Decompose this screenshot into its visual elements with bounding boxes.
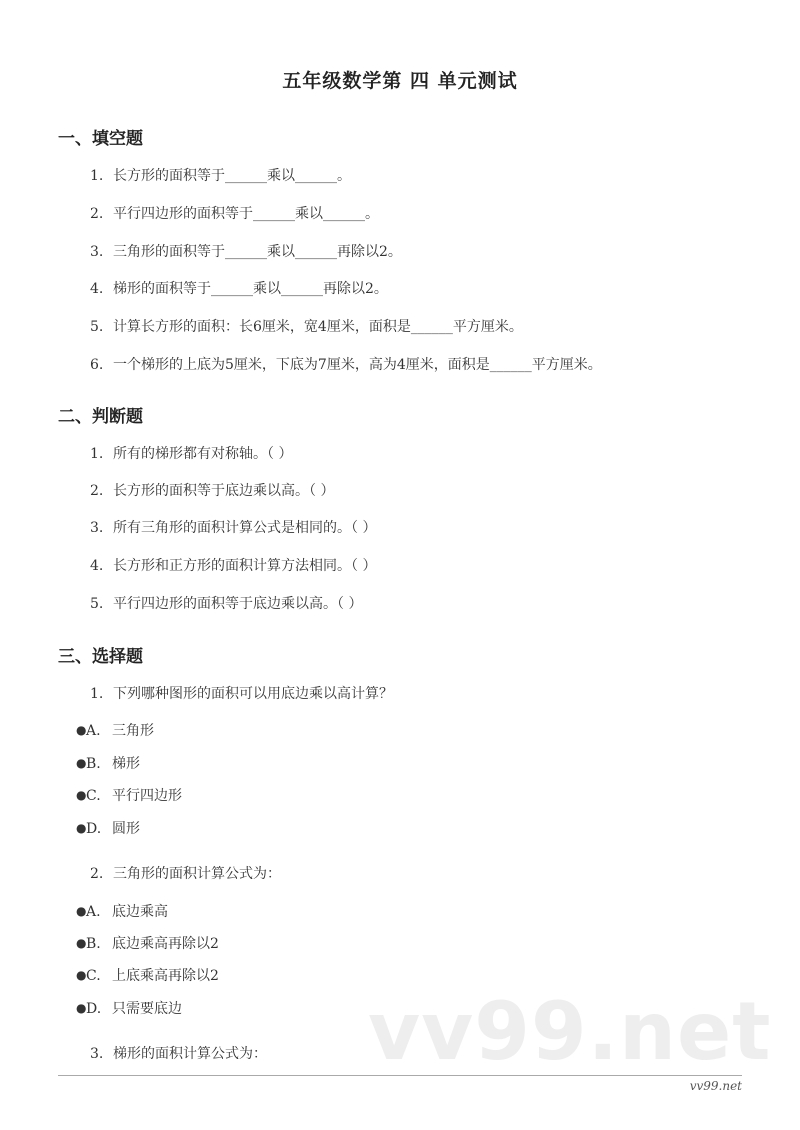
option-text: 底边乘高再除以2 — [112, 936, 219, 952]
option-text: 梯形 — [112, 756, 140, 772]
question-text: 所有三角形的面积计算公式是相同的。（ ） — [113, 520, 377, 536]
option-text: 上底乘高再除以2 — [112, 968, 219, 984]
question-text: 下列哪种图形的面积可以用底边乘以高计算？ — [113, 686, 393, 702]
question-text: 所有的梯形都有对称轴。（ ） — [113, 446, 293, 462]
option-text: 底边乘高 — [112, 904, 168, 920]
question-number: 4. — [90, 558, 104, 574]
choice-option — [76, 818, 140, 838]
question-number: 5. — [90, 596, 104, 612]
section-heading-fill: 一、填空题 — [58, 129, 143, 149]
question-text: 长方形的面积等于底边乘以高。（ ） — [113, 483, 335, 499]
question-number: 1. — [90, 168, 104, 184]
judge-question-3 — [90, 517, 376, 537]
option-letter: D. — [86, 821, 102, 837]
choice-option — [76, 933, 219, 953]
option-letter: A. — [86, 904, 101, 920]
bullet-icon: ● — [76, 1001, 87, 1015]
question-number: 2. — [90, 483, 104, 499]
question-number: 6. — [90, 357, 104, 373]
bullet-icon: ● — [76, 788, 87, 802]
fill-question-5 — [90, 316, 523, 336]
choice-question-3 — [90, 1043, 267, 1063]
option-text: 三角形 — [112, 723, 154, 739]
fill-question-6 — [90, 354, 602, 374]
fill-question-3 — [90, 241, 402, 261]
option-text: 平行四边形 — [112, 788, 182, 804]
bullet-icon: ● — [76, 756, 87, 770]
choice-option — [76, 998, 182, 1018]
question-text: 一个梯形的上底为5厘米，下底为7厘米，高为4厘米，面积是______平方厘米。 — [113, 357, 602, 373]
section-heading-judge: 二、判断题 — [58, 407, 143, 427]
question-number: 5. — [90, 319, 104, 335]
option-letter: C. — [86, 788, 101, 804]
question-number: 3. — [90, 520, 104, 536]
fill-question-4 — [90, 278, 388, 298]
option-text: 圆形 — [112, 821, 140, 837]
bullet-icon: ● — [76, 904, 87, 918]
question-text: 梯形的面积计算公式为： — [113, 1046, 267, 1062]
question-number: 2. — [90, 866, 104, 882]
question-number: 4. — [90, 281, 104, 297]
option-letter: B. — [86, 936, 101, 952]
option-letter: A. — [86, 723, 101, 739]
option-letter: D. — [86, 1001, 102, 1017]
page-title: 五年级数学第 四 单元测试 — [282, 70, 518, 92]
question-number: 1. — [90, 446, 104, 462]
judge-question-4 — [90, 555, 376, 575]
question-number: 2. — [90, 206, 104, 222]
question-text: 平行四边形的面积等于______乘以______。 — [113, 206, 379, 222]
bullet-icon: ● — [76, 723, 87, 737]
judge-question-2 — [90, 480, 334, 500]
fill-question-2 — [90, 203, 379, 223]
bullet-icon: ● — [76, 968, 87, 982]
option-text: 只需要底边 — [112, 1001, 182, 1017]
question-text: 平行四边形的面积等于底边乘以高。（ ） — [113, 596, 363, 612]
question-text: 三角形的面积计算公式为： — [113, 866, 281, 882]
question-text: 长方形和正方形的面积计算方法相同。（ ） — [113, 558, 377, 574]
question-number: 1. — [90, 686, 104, 702]
choice-option — [76, 901, 168, 921]
judge-question-1 — [90, 443, 292, 463]
question-number: 3. — [90, 244, 104, 260]
question-text: 长方形的面积等于______乘以______。 — [113, 168, 351, 184]
option-letter: B. — [86, 756, 101, 772]
bullet-icon: ● — [76, 936, 87, 950]
question-number: 3. — [90, 1046, 104, 1062]
question-text: 梯形的面积等于______乘以______再除以2。 — [113, 281, 388, 297]
choice-question-2 — [90, 863, 281, 883]
option-letter: C. — [86, 968, 101, 984]
choice-option — [76, 720, 154, 740]
question-text: 计算长方形的面积：长6厘米，宽4厘米，面积是______平方厘米。 — [113, 319, 523, 335]
watermark: vv99.net — [368, 985, 772, 1078]
choice-option — [76, 965, 219, 985]
question-text: 三角形的面积等于______乘以______再除以2。 — [113, 244, 402, 260]
choice-option — [76, 753, 140, 773]
bullet-icon: ● — [76, 821, 87, 835]
judge-question-5 — [90, 593, 362, 613]
section-heading-choice: 三、选择题 — [58, 647, 143, 667]
footer-site-label: vv99.net — [689, 1079, 742, 1093]
choice-option — [76, 785, 182, 805]
footer-divider — [58, 1075, 742, 1076]
fill-question-1 — [90, 165, 351, 185]
choice-question-1 — [90, 683, 393, 703]
